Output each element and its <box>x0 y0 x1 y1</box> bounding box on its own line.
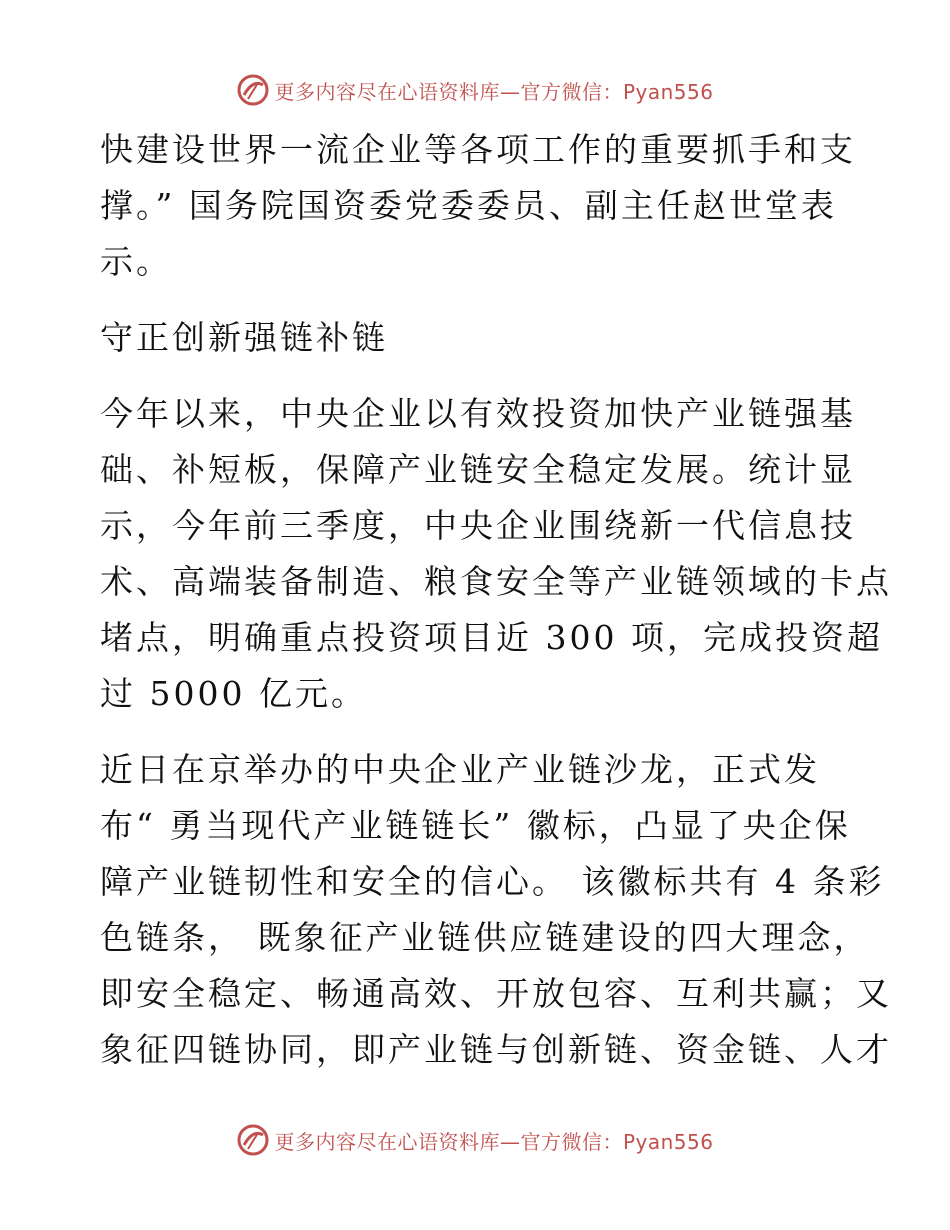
text-line: 色链条， 既象征产业链供应链建设的四大理念， <box>100 918 870 957</box>
paragraph <box>100 122 860 290</box>
text-line: 布“ 勇当现代产业链链长” 徽标，凸显了央企保 <box>100 806 851 845</box>
section-heading <box>100 310 860 366</box>
logo-icon <box>236 73 270 107</box>
text-line: 近日在京举办的中央企业产业链沙龙，正式发 <box>100 750 820 789</box>
logo-icon <box>236 1123 270 1157</box>
paragraph <box>100 742 892 1078</box>
header-watermark <box>0 70 950 110</box>
heading-text: 守正创新强链补链 <box>100 318 388 357</box>
text-line: 堵点，明确重点投资项目近 300 项，完成投资超 <box>100 618 883 657</box>
text-line: 象征四链协同，即产业链与创新链、资金链、人才 <box>100 1030 892 1069</box>
text-line: 术、高端装备制造、粮食安全等产业链领域的卡点 <box>100 562 892 601</box>
watermark-text: 更多内容尽在心语资料库—官方微信：Pyan556 <box>274 1129 714 1154</box>
footer-watermark <box>0 1120 950 1160</box>
paragraph <box>100 386 892 722</box>
document-body <box>100 122 892 1078</box>
text-line: 示，今年前三季度，中央企业围绕新一代信息技 <box>100 506 856 545</box>
text-line: 过 5000 亿元。 <box>100 674 367 713</box>
text-line: 示。 <box>100 242 172 281</box>
watermark-text: 更多内容尽在心语资料库—官方微信：Pyan556 <box>274 79 714 104</box>
text-line: 障产业链韧性和安全的信心。 该徽标共有 4 条彩 <box>100 862 885 901</box>
text-line: 础、补短板，保障产业链安全稳定发展。统计显 <box>100 450 856 489</box>
text-line: 撑。” 国务院国资委党委委员、副主任赵世堂表 <box>100 186 837 225</box>
text-line: 今年以来，中央企业以有效投资加快产业链强基 <box>100 394 856 433</box>
text-line: 快建设世界一流企业等各项工作的重要抓手和支 <box>100 130 856 169</box>
text-line: 即安全稳定、畅通高效、开放包容、互利共赢；又 <box>100 974 892 1013</box>
